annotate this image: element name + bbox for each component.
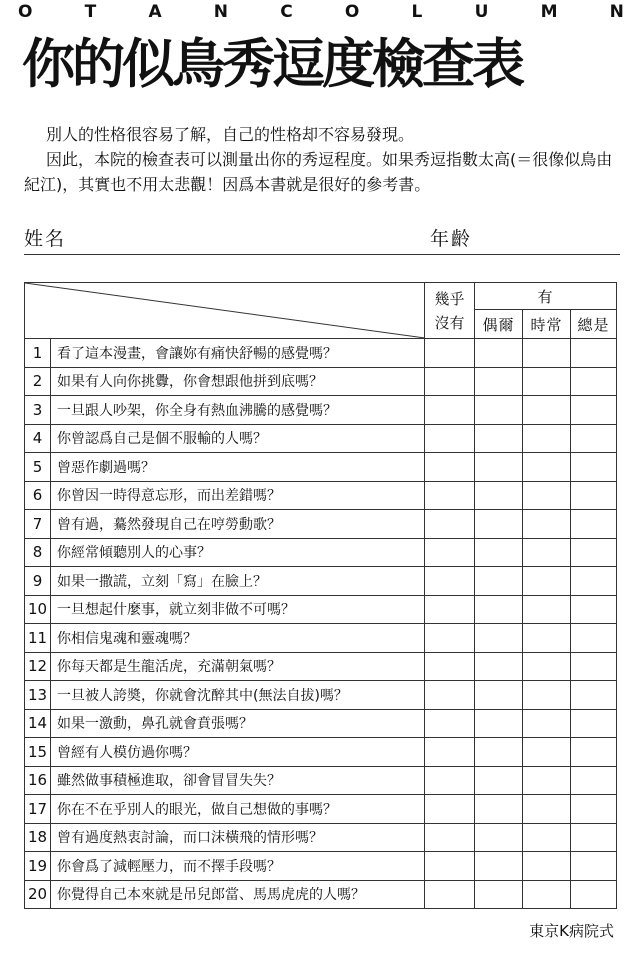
answer-often-cell[interactable] — [523, 396, 571, 425]
question-number: 15 — [25, 738, 51, 767]
answer-sometimes-cell[interactable] — [475, 880, 523, 909]
answer-always-cell[interactable] — [571, 595, 617, 624]
intro-text — [24, 122, 616, 197]
answer-sometimes-cell[interactable] — [475, 738, 523, 767]
answer-often-cell[interactable] — [523, 510, 571, 539]
question-text: 你相信鬼魂和靈魂嗎？ — [51, 624, 425, 653]
question-number: 19 — [25, 852, 51, 881]
answer-often-cell[interactable] — [523, 852, 571, 881]
answer-sometimes-cell[interactable] — [475, 681, 523, 710]
answer-always-cell[interactable] — [571, 481, 617, 510]
answer-always-cell[interactable] — [571, 567, 617, 596]
answer-almost-none-cell[interactable] — [425, 595, 475, 624]
answer-almost-none-cell[interactable] — [425, 880, 475, 909]
answer-sometimes-cell[interactable] — [475, 453, 523, 482]
answer-often-cell[interactable] — [523, 880, 571, 909]
question-number: 7 — [25, 510, 51, 539]
question-row — [25, 396, 617, 425]
answer-often-cell[interactable] — [523, 766, 571, 795]
question-row — [25, 880, 617, 909]
answer-often-cell[interactable] — [523, 652, 571, 681]
answer-always-cell[interactable] — [571, 367, 617, 396]
question-row — [25, 538, 617, 567]
answer-always-cell[interactable] — [571, 424, 617, 453]
answer-always-cell[interactable] — [571, 510, 617, 539]
question-number: 20 — [25, 880, 51, 909]
question-text: 你在不在乎別人的眼光，做自己想做的事嗎？ — [51, 795, 425, 824]
answer-sometimes-cell[interactable] — [475, 538, 523, 567]
answer-sometimes-cell[interactable] — [475, 396, 523, 425]
answer-always-cell[interactable] — [571, 453, 617, 482]
question-number: 6 — [25, 481, 51, 510]
answer-sometimes-cell[interactable] — [475, 367, 523, 396]
banner-letter: T — [84, 2, 97, 22]
answer-sometimes-cell[interactable] — [475, 852, 523, 881]
question-text: 如果一激動，鼻孔就會賁張嗎？ — [51, 709, 425, 738]
answer-always-cell[interactable] — [571, 652, 617, 681]
question-text: 一旦想起什麼事，就立刻非做不可嗎？ — [51, 595, 425, 624]
answer-always-cell[interactable] — [571, 823, 617, 852]
answer-almost-none-cell[interactable] — [425, 852, 475, 881]
answer-often-cell[interactable] — [523, 738, 571, 767]
question-row — [25, 766, 617, 795]
question-number: 3 — [25, 396, 51, 425]
answer-sometimes-cell[interactable] — [475, 481, 523, 510]
banner-letter: U — [474, 2, 489, 22]
answer-always-cell[interactable] — [571, 538, 617, 567]
question-number: 8 — [25, 538, 51, 567]
question-text: 曾經有人模仿過你嗎？ — [51, 738, 425, 767]
answer-almost-none-cell[interactable] — [425, 624, 475, 653]
question-row — [25, 481, 617, 510]
diagonal-line — [25, 283, 425, 338]
question-number: 12 — [25, 652, 51, 681]
question-text: 你曾認爲自己是個不服輸的人嗎？ — [51, 424, 425, 453]
question-number: 14 — [25, 709, 51, 738]
question-text: 曾有過，驀然發現自己在哼勞動歌？ — [51, 510, 425, 539]
question-text: 一旦被人誇奬，你就會沈醉其中(無法自拔)嗎？ — [51, 681, 425, 710]
question-text: 曾有過度熱衷討論，而口沫橫飛的情形嗎？ — [51, 823, 425, 852]
question-text: 一旦跟人吵架，你全身有熱血沸騰的感覺嗎？ — [51, 396, 425, 425]
answer-always-cell[interactable] — [571, 396, 617, 425]
age-label: 年齡 — [430, 228, 473, 250]
header-often: 時常 — [523, 310, 571, 339]
answer-almost-none-cell[interactable] — [425, 709, 475, 738]
page-title: 你的似鳥秀逗度檢查表 — [22, 34, 522, 95]
answer-always-cell[interactable] — [571, 766, 617, 795]
column-banner — [18, 0, 624, 24]
answer-often-cell[interactable] — [523, 339, 571, 368]
answer-sometimes-cell[interactable] — [475, 595, 523, 624]
question-number: 18 — [25, 823, 51, 852]
question-number: 5 — [25, 453, 51, 482]
answer-sometimes-cell[interactable] — [475, 339, 523, 368]
banner-letter: O — [344, 2, 360, 22]
answer-almost-none-cell[interactable] — [425, 567, 475, 596]
answer-often-cell[interactable] — [523, 823, 571, 852]
header-almost-none — [425, 283, 475, 339]
banner-letter: M — [540, 2, 558, 22]
banner-letter: O — [18, 2, 33, 22]
question-row — [25, 709, 617, 738]
answer-sometimes-cell[interactable] — [475, 709, 523, 738]
answer-often-cell[interactable] — [523, 424, 571, 453]
question-row — [25, 367, 617, 396]
question-text: 雖然做事積極進取，卻會冒冒失失？ — [51, 766, 425, 795]
question-row — [25, 852, 617, 881]
question-row — [25, 595, 617, 624]
answer-often-cell[interactable] — [523, 567, 571, 596]
answer-often-cell[interactable] — [523, 595, 571, 624]
answer-sometimes-cell[interactable] — [475, 624, 523, 653]
question-row — [25, 567, 617, 596]
answer-sometimes-cell[interactable] — [475, 823, 523, 852]
answer-always-cell[interactable] — [571, 624, 617, 653]
answer-always-cell[interactable] — [571, 738, 617, 767]
answer-often-cell[interactable] — [523, 795, 571, 824]
name-age-line — [24, 224, 620, 255]
answer-sometimes-cell[interactable] — [475, 510, 523, 539]
question-number: 13 — [25, 681, 51, 710]
answer-almost-none-cell[interactable] — [425, 738, 475, 767]
question-row — [25, 510, 617, 539]
answer-almost-none-cell[interactable] — [425, 823, 475, 852]
question-text: 你覺得自己本來就是吊兒郎當、馬馬虎虎的人嗎？ — [51, 880, 425, 909]
header-almost-none-line2: 沒有 — [434, 313, 465, 332]
question-number: 9 — [25, 567, 51, 596]
header-yes: 有 — [475, 283, 617, 310]
answer-almost-none-cell[interactable] — [425, 396, 475, 425]
name-label: 姓名 — [24, 228, 67, 250]
answer-almost-none-cell[interactable] — [425, 681, 475, 710]
question-row — [25, 652, 617, 681]
header-always: 總是 — [571, 310, 617, 339]
checklist-table — [24, 282, 617, 909]
question-text: 你每天都是生龍活虎，充滿朝氣嗎？ — [51, 652, 425, 681]
answer-almost-none-cell[interactable] — [425, 424, 475, 453]
question-row — [25, 339, 617, 368]
question-number: 16 — [25, 766, 51, 795]
question-text: 如果一撒謊，立刻「寫」在臉上？ — [51, 567, 425, 596]
header-sometimes: 偶爾 — [475, 310, 523, 339]
answer-often-cell[interactable] — [523, 624, 571, 653]
banner-letter: N — [213, 2, 229, 22]
question-number: 4 — [25, 424, 51, 453]
question-row — [25, 681, 617, 710]
banner-letter: A — [148, 2, 162, 22]
answer-often-cell[interactable] — [523, 453, 571, 482]
answer-often-cell[interactable] — [523, 481, 571, 510]
answer-sometimes-cell[interactable] — [475, 424, 523, 453]
question-text: 看了這本漫畫，會讓妳有痛快舒暢的感覺嗎？ — [51, 339, 425, 368]
question-text: 如果有人向你挑釁，你會想跟他拼到底嗎？ — [51, 367, 425, 396]
answer-often-cell[interactable] — [523, 367, 571, 396]
answer-almost-none-cell[interactable] — [425, 339, 475, 368]
answer-always-cell[interactable] — [571, 681, 617, 710]
intro-paragraph-1: 別人的性格很容易了解，自己的性格却不容易發現。 — [46, 125, 415, 144]
answer-always-cell[interactable] — [571, 339, 617, 368]
question-row — [25, 823, 617, 852]
answer-almost-none-cell[interactable] — [425, 538, 475, 567]
question-text: 你經常傾聽別人的心事？ — [51, 538, 425, 567]
answer-sometimes-cell[interactable] — [475, 567, 523, 596]
answer-almost-none-cell[interactable] — [425, 510, 475, 539]
answer-almost-none-cell[interactable] — [425, 367, 475, 396]
answer-always-cell[interactable] — [571, 852, 617, 881]
question-text: 你會爲了減輕壓力，而不擇手段嗎？ — [51, 852, 425, 881]
intro-paragraph-2: 因此，本院的檢查表可以測量出你的秀逗程度。如果秀逗指數太高(＝很像似鳥由紀江)，其實也不用太悲觀！因爲本書就是很好的參考書。 — [24, 150, 613, 194]
question-text: 你曾因一時得意忘形，而出差錯嗎？ — [51, 481, 425, 510]
question-number: 17 — [25, 795, 51, 824]
banner-letter: C — [280, 2, 293, 22]
answer-almost-none-cell[interactable] — [425, 481, 475, 510]
question-number: 2 — [25, 367, 51, 396]
banner-letter: N — [609, 2, 624, 22]
answer-always-cell[interactable] — [571, 709, 617, 738]
answer-almost-none-cell[interactable] — [425, 795, 475, 824]
header-diagonal-cell — [25, 283, 425, 339]
footer-credit: 東京K病院式 — [529, 922, 614, 940]
question-row — [25, 795, 617, 824]
answer-often-cell[interactable] — [523, 538, 571, 567]
answer-sometimes-cell[interactable] — [475, 795, 523, 824]
banner-letter: L — [411, 2, 423, 22]
question-number: 10 — [25, 595, 51, 624]
answer-sometimes-cell[interactable] — [475, 766, 523, 795]
question-number: 1 — [25, 339, 51, 368]
answer-often-cell[interactable] — [523, 709, 571, 738]
answer-almost-none-cell[interactable] — [425, 652, 475, 681]
answer-always-cell[interactable] — [571, 880, 617, 909]
question-row — [25, 624, 617, 653]
answer-almost-none-cell[interactable] — [425, 453, 475, 482]
answer-always-cell[interactable] — [571, 795, 617, 824]
answer-sometimes-cell[interactable] — [475, 652, 523, 681]
answer-often-cell[interactable] — [523, 681, 571, 710]
question-text: 曾惡作劇過嗎？ — [51, 453, 425, 482]
question-row — [25, 424, 617, 453]
question-number: 11 — [25, 624, 51, 653]
answer-almost-none-cell[interactable] — [425, 766, 475, 795]
header-almost-none-line1: 幾乎 — [434, 289, 465, 308]
question-row — [25, 738, 617, 767]
question-row — [25, 453, 617, 482]
